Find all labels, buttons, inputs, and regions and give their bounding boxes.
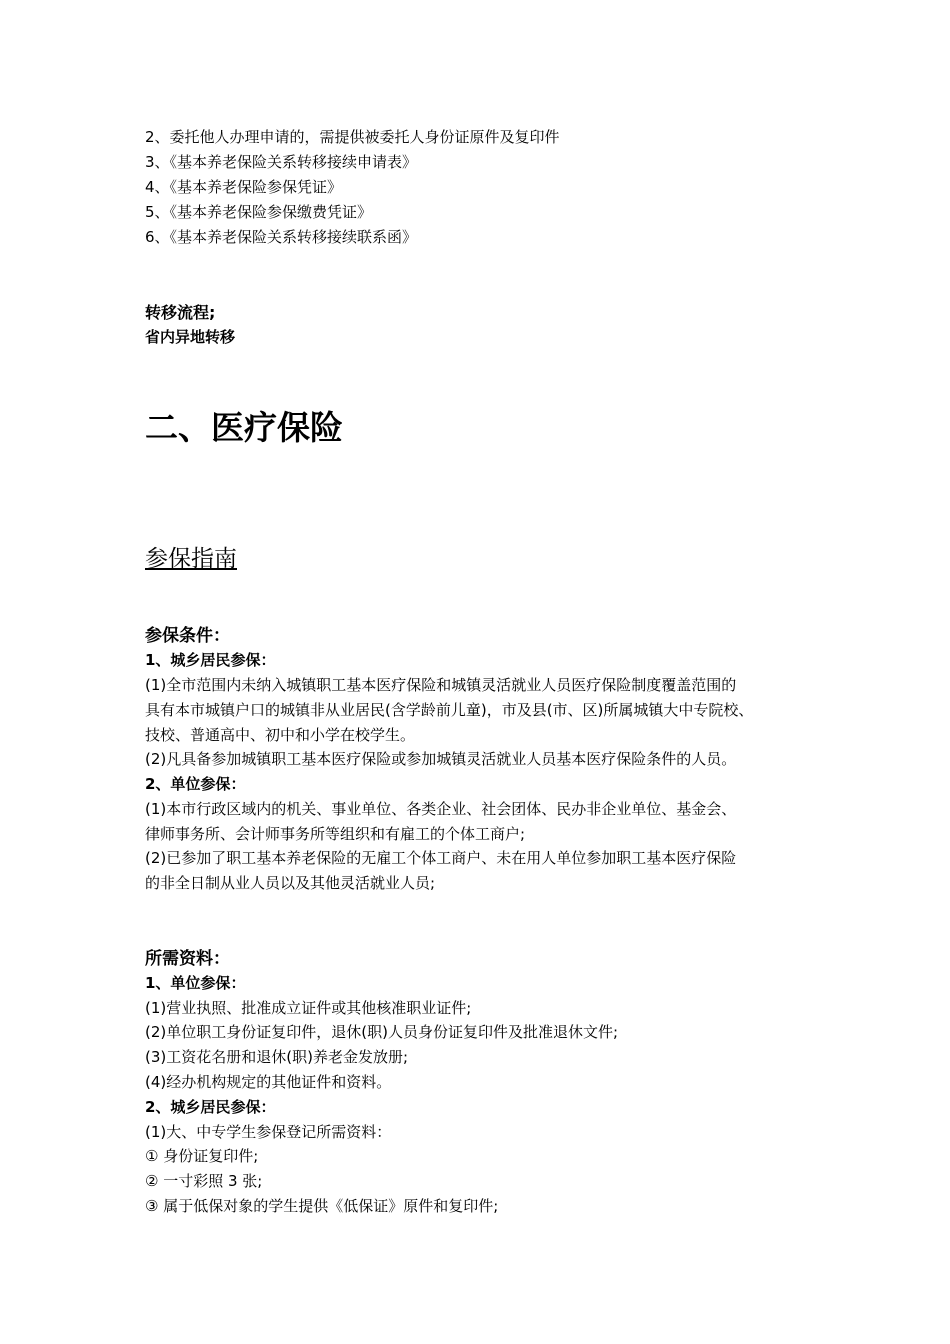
conditions-group2-line: 律师事务所、会计师事务所等组织和有雇工的个体工商户; (145, 825, 526, 843)
conditions-group2-line: (1)本市行政区域内的机关、事业单位、各类企业、社会团体、民办非企业单位、基金会、 (145, 800, 737, 818)
conditions-group1-line: 技校、普通高中、初中和小学在校学生。 (145, 726, 416, 744)
pension-material-item: 3、《基本养老保险关系转移接续申请表》 (145, 153, 418, 171)
section-title: 二、医疗保险 (145, 408, 343, 447)
materials-group2-line: (1)大、中专学生参保登记所需资料： (145, 1123, 392, 1141)
materials-group1-line: (2)单位职工身份证复印件，退休(职)人员身份证复印件及批准退休文件; (145, 1023, 619, 1041)
conditions-group1-line: 具有本市城镇户口的城镇非从业居民(含学龄前儿童)，市及县(市、区)所属城镇大中专院校、 (145, 701, 754, 719)
materials-heading: 所需资料： (145, 949, 230, 969)
conditions-heading: 参保条件： (145, 626, 230, 646)
materials-group2-line: ③ 属于低保对象的学生提供《低保证》原件和复印件; (145, 1197, 499, 1215)
pension-material-item: 4、《基本养老保险参保凭证》 (145, 178, 343, 196)
conditions-group2-line: (2)已参加了职工基本养老保险的无雇工个体工商户、未在用人单位参加职工基本医疗保险 (145, 849, 737, 867)
materials-group2-line: ① 身份证复印件; (145, 1147, 259, 1165)
pension-material-item: 6、《基本养老保险关系转移接续联系函》 (145, 228, 418, 246)
materials-group1-line: (4)经办机构规定的其他证件和资料。 (145, 1073, 392, 1091)
materials-group1-title: 1、单位参保： (145, 974, 246, 992)
materials-group1-line: (1)营业执照、批准成立证件或其他核准职业证件; (145, 999, 472, 1017)
conditions-group1-line: (2)凡具备参加城镇职工基本医疗保险或参加城镇灵活就业人员基本医疗保险条件的人员。 (145, 750, 737, 768)
transfer-heading: 转移流程; (145, 303, 216, 322)
materials-group1-line: (3)工资花名册和退休(职)养老金发放册; (145, 1048, 409, 1066)
conditions-group2-line: 的非全日制从业人员以及其他灵活就业人员; (145, 874, 436, 892)
conditions-group1-line: (1)全市范围内未纳入城镇职工基本医疗保险和城镇灵活就业人员医疗保险制度覆盖范围的 (145, 676, 737, 694)
guide-title: 参保指南 (145, 546, 237, 572)
conditions-group2-title: 2、单位参保： (145, 775, 246, 793)
pension-material-item: 2、委托他人办理申请的，需提供被委托人身份证原件及复印件 (145, 128, 560, 146)
materials-group2-line: ② 一寸彩照 3 张; (145, 1172, 263, 1190)
transfer-subheading: 省内异地转移 (145, 328, 236, 346)
materials-group2-title: 2、城乡居民参保： (145, 1098, 276, 1116)
conditions-group1-title: 1、城乡居民参保： (145, 651, 276, 669)
pension-material-item: 5、《基本养老保险参保缴费凭证》 (145, 203, 373, 221)
